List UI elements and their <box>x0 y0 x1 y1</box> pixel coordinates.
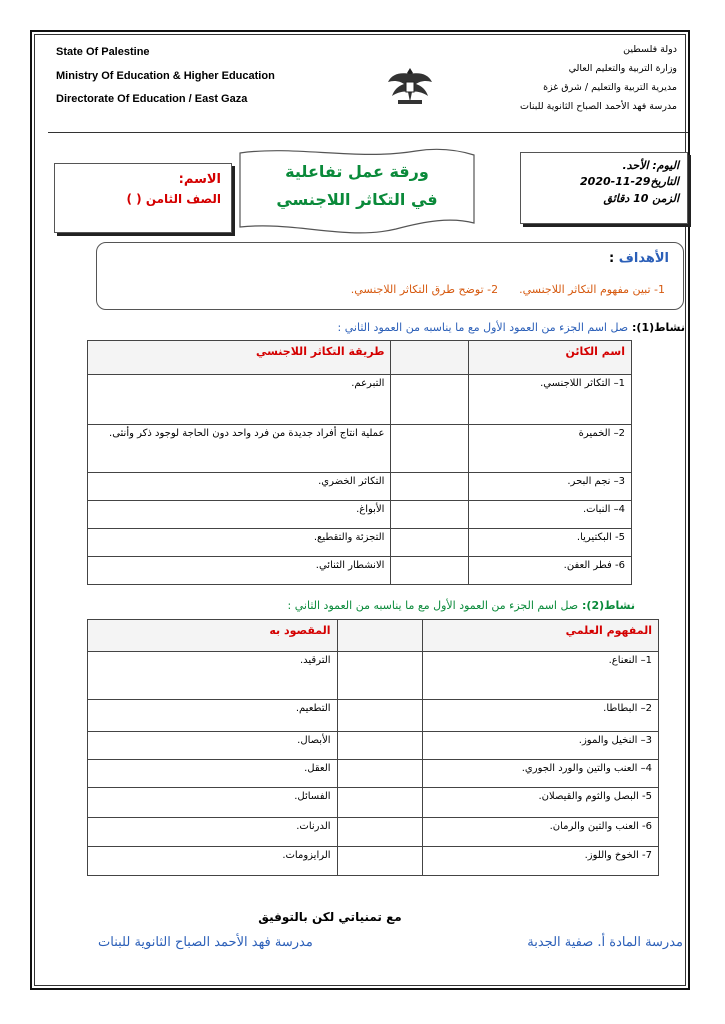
table-row: 6- العنب والتين والرمان. الدرنات. <box>88 818 659 847</box>
day-text: اليوم: الأحد. <box>622 159 679 172</box>
date-text: التاريخ29-11-2020 <box>580 175 679 188</box>
header-ministry: Ministry Of Education & Higher Education <box>56 70 275 82</box>
goal-1: 1- تبين مفهوم التكاثر اللاجنسي. <box>519 283 665 296</box>
activity1-heading <box>338 321 685 334</box>
table-row: 1– النعناع. الترقيد. <box>88 652 659 700</box>
table-row: 4– النبات. الأبواغ. <box>88 501 632 529</box>
header-ar-ministry: وزارة التربية والتعليم العالي <box>568 63 677 74</box>
activity1-label: نشاط(1): <box>632 321 685 334</box>
activity2-heading <box>288 599 635 612</box>
student-info-box <box>54 163 232 233</box>
table-row: 2– الخميرة عملية انتاج أفراد جديدة من فرد واحد دون الحاجة لوجود ذكر وأنثى. <box>88 425 632 473</box>
a1-col2: طريقة التكاثر اللاجنسي <box>88 341 391 375</box>
activity2-table <box>87 619 659 876</box>
goals-box <box>96 242 684 310</box>
a2-col2: المقصود به <box>88 620 338 652</box>
activity2-label: نشاط(2): <box>582 599 635 612</box>
a1-col1: اسم الكائن <box>469 341 632 375</box>
date-box <box>520 152 688 224</box>
table-row: 5- البصل والثوم والقيصلان. الفسائل. <box>88 788 659 818</box>
footer-teacher: مدرسة المادة أ. صفية الجدبة <box>527 935 683 950</box>
time-text: الزمن 10 دقائق <box>603 192 679 205</box>
name-label: الاسم: <box>178 172 221 187</box>
class-label: الصف الثامن ( ) <box>126 192 221 206</box>
goals-colon: : <box>609 251 615 266</box>
table-row: 4– العنب والتين والورد الجوري. العقل. <box>88 760 659 788</box>
table-row: 1– التكاثر اللاجنسي. التبرعم. <box>88 375 632 425</box>
table-row: 7- الخوخ واللوز. الرايزومات. <box>88 847 659 876</box>
activity1-table <box>87 340 632 585</box>
header-divider <box>48 132 688 133</box>
header-ar-state: دولة فلسطين <box>623 44 677 55</box>
activity1-instruction: صل اسم الجزء من العمود الأول مع ما يناسبه من العمود الثاني : <box>337 321 629 334</box>
title-line1: ورقة عمل تفاعلية <box>285 162 429 181</box>
eagle-emblem-icon <box>386 64 434 106</box>
goal-2: 2- توضح طرق التكاثر اللاجنسي. <box>350 283 499 296</box>
activity2-instruction: صل اسم الجزء من العمود الأول مع ما يناسبه من العمود الثاني : <box>287 599 579 612</box>
header-directorate: Directorate Of Education / East Gaza <box>56 93 248 105</box>
table-row: 6- فطر العفن. الانشطار الثنائي. <box>88 557 632 585</box>
header-ar-school: مدرسة فهد الأحمد الصباح الثانوية للبنات <box>520 101 677 112</box>
header-state: State Of Palestine <box>56 46 150 58</box>
table-row: 5- البكتيريا. التجزئة والتقطيع. <box>88 529 632 557</box>
goals-title: الأهداف <box>618 251 669 266</box>
table-row: 2– البطاطا. التطعيم. <box>88 700 659 732</box>
footer-wish: مع تمنياتي لكن بالتوفيق <box>258 910 402 924</box>
table-row: 3– نجم البحر. التكاثر الخضري. <box>88 473 632 501</box>
a2-col1: المفهوم العلمي <box>423 620 659 652</box>
footer-school: مدرسة فهد الأحمد الصباح الثانوية للبنات <box>98 935 313 950</box>
header-ar-directorate: مديرية التربية والتعليم / شرق غزة <box>543 82 677 93</box>
title-line2: في التكاثر اللاجنسي <box>276 190 438 209</box>
table-row: 3– النخيل والموز. الأبصال. <box>88 732 659 760</box>
